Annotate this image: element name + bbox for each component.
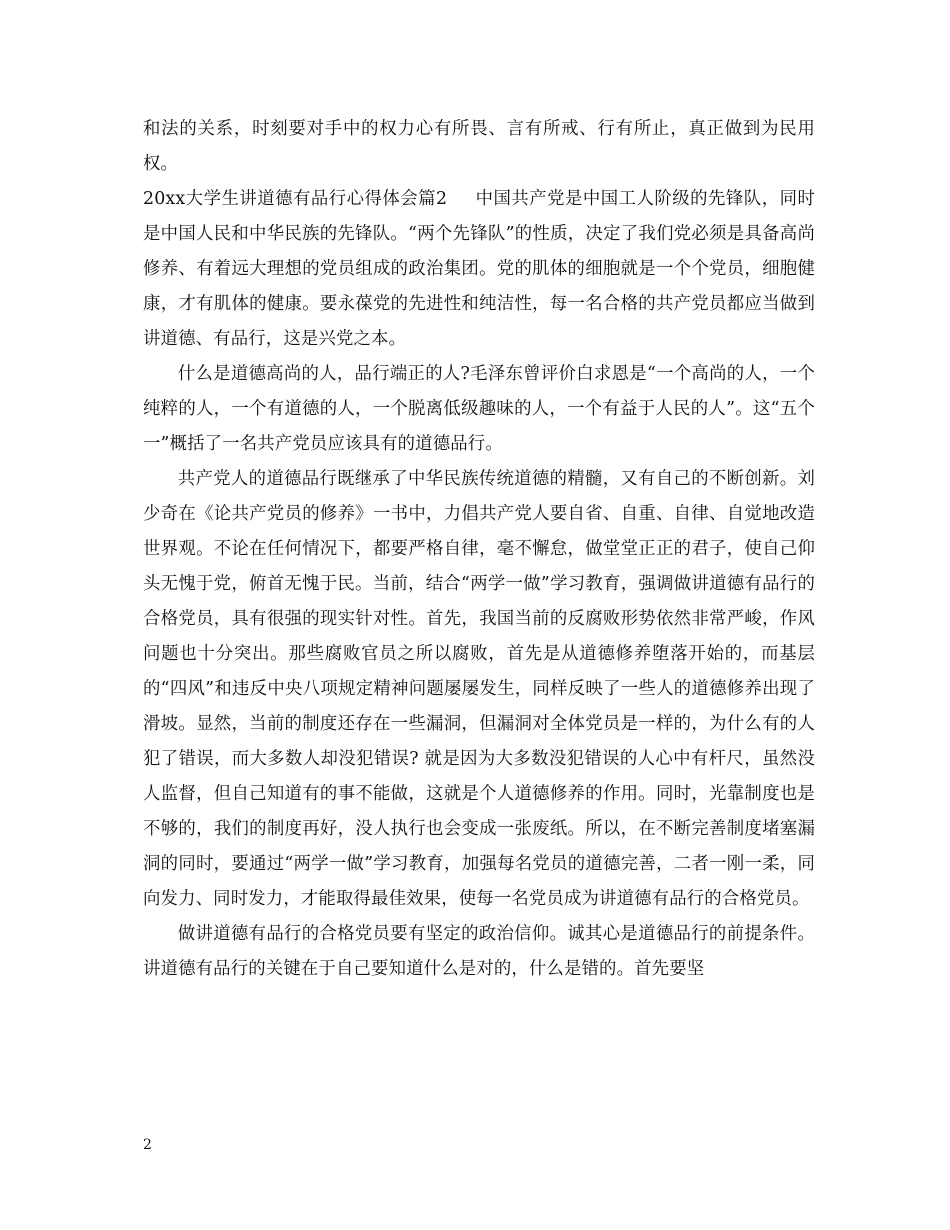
paragraph-political-belief xyxy=(143,917,815,987)
paragraph-text: 做讲道德有品行的合格党员要有坚定的政治信仰。诚其心是道德品行的前提条件。讲道德有品行的关键在于自己要知道什么是对的，什么是错的。首先要坚 xyxy=(143,924,815,979)
page-number: 2 xyxy=(143,1137,152,1153)
paragraph-moral-character xyxy=(143,462,815,917)
paragraph-text: 什么是道德高尚的人，品行端正的人?毛泽东曾评价白求恩是“一个高尚的人，一个纯粹的人，一个有道德的人，一个脱离低级趣味的人，一个有益于人民的人”。这“五个一”概括了一名共产党员应该具有的道德品行。 xyxy=(143,364,815,454)
paragraph-continuation xyxy=(143,112,815,182)
paragraph-text: 共产党人的道德品行既继承了中华民族传统道德的精髓，又有自己的不断创新。刘少奇在《论共产党员的修养》一书中，力倡共产党人要自省、自重、自律、自觉地改造世界观。不论在任何情况下，都要严格自律，毫不懈怠，做堂堂正正的君子，使自己仰头无愧于党，俯首无愧于民。当前，结合“两学一做”学习教育，强调做讲道德有品行的合格党员，具有很强的现实针对性。首先，我国当前的反腐败形势依然非常严峻，作风问题也十分突出。那些腐败官员之所以腐败，首先是从道德修养堕落开始的，而基层的“四风”和违反中央八项规定精神问题屡屡发生，同样反映了一些人的道德修养出现了滑坡。显然，当前的制度还存在一些漏洞，但漏洞对全体党员是一样的，为什么有的人犯了错误，而大多数人却没犯错误? 就是因为大多数没犯错误的人心中有杆尺，虽然没人监督，但自己知道有的事不能做，这就是个人道德修养的作用。同时，光靠制度也是不够的，我们的制度再好，没人执行也会变成一张废纸。所以，在不断完善制度堵塞漏洞的同时，要通过“两学一做”学习教育，加强每名党员的道德完善，二者一刚一柔，同向发力、同时发力，才能取得最佳效果，使每一名党员成为讲道德有品行的合格党员。 xyxy=(143,469,815,909)
paragraph-section-2-opening xyxy=(143,182,815,357)
section-heading: 20xx大学生讲道德有品行心得体会篇2 xyxy=(143,189,448,209)
paragraph-noble-person xyxy=(143,357,815,462)
document-body xyxy=(143,112,815,987)
paragraph-text: 中国共产党是中国工人阶级的先锋队，同时是中国人民和中华民族的先锋队。“两个先锋队”的性质，决定了我们党必须是具备高尚修养、有着远大理想的党员组成的政治集团。党的肌体的细胞就是一个个党员，细胞健康，才有肌体的健康。要永葆党的先进性和纯洁性，每一名合格的共产党员都应当做到讲道德、有品行，这是兴党之本。 xyxy=(143,189,815,349)
paragraph-text: 和法的关系，时刻要对手中的权力心有所畏、言有所戒、行有所止，真正做到为民用权。 xyxy=(143,119,815,174)
